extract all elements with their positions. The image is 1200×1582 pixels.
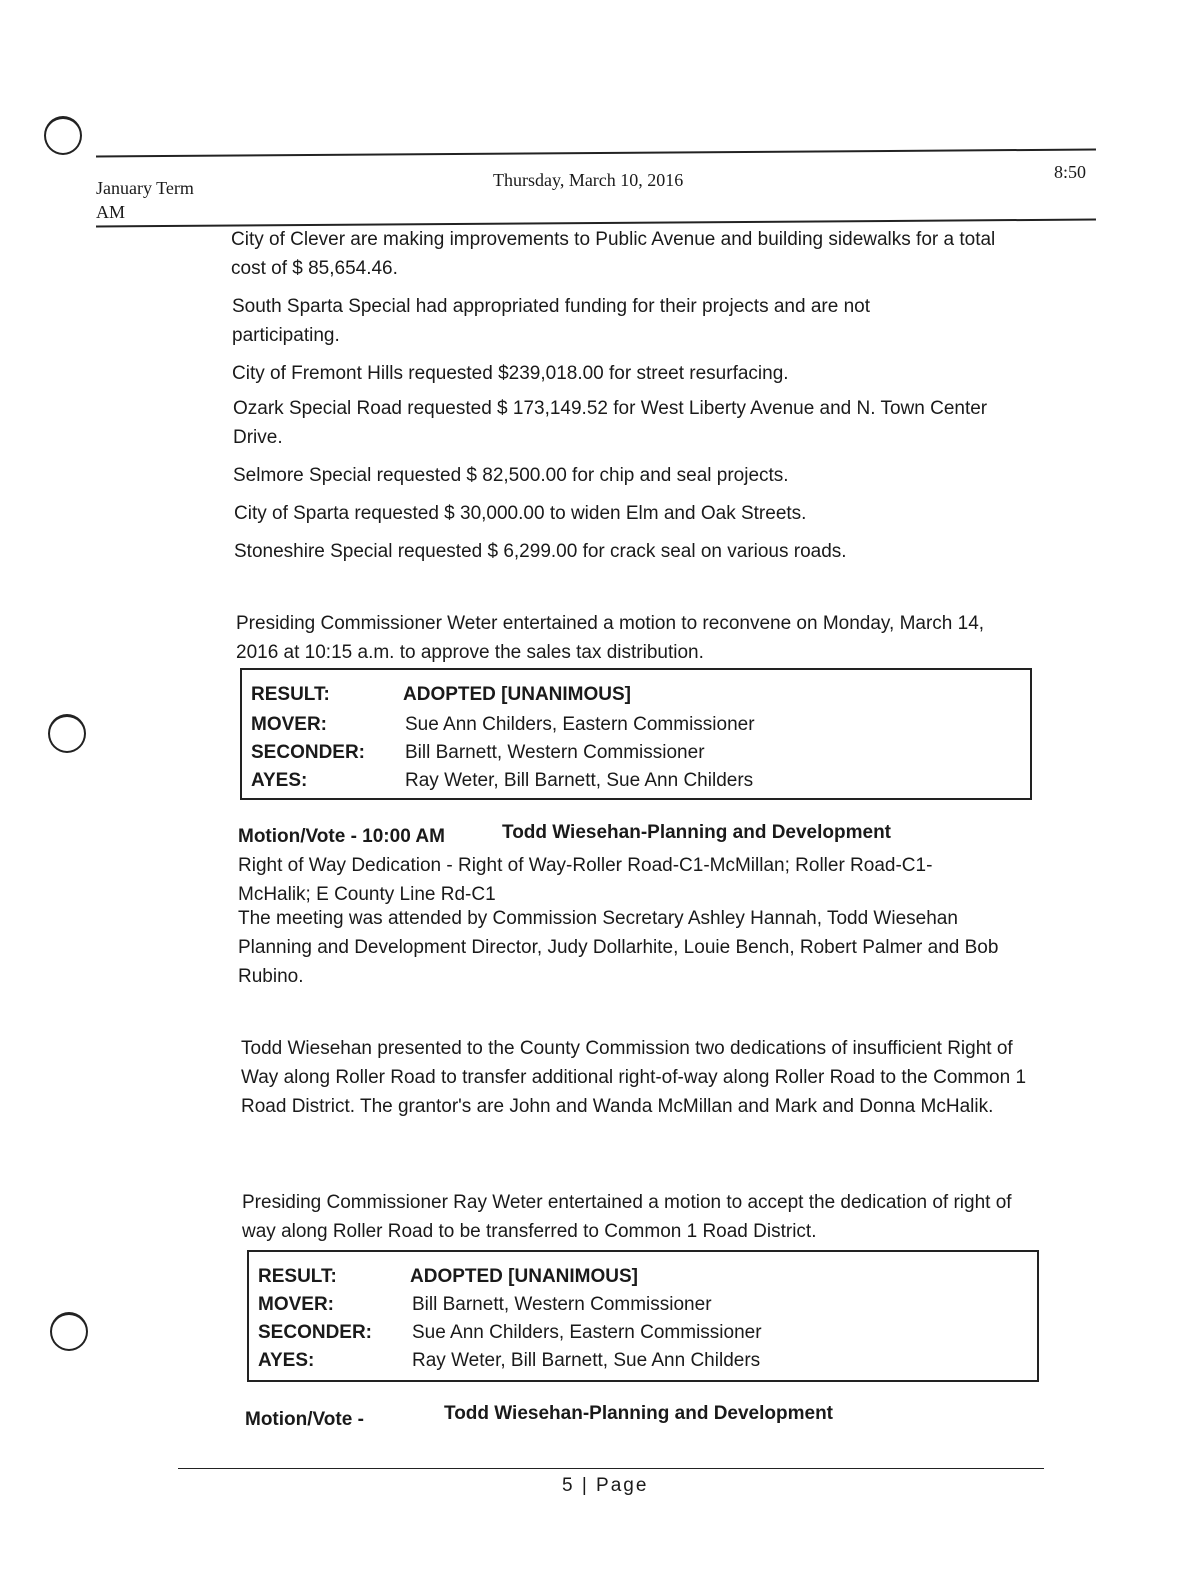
paragraph-fremont-hills: City of Fremont Hills requested $239,018.00 for street resurfacing.: [232, 363, 789, 384]
seconder-label: SECONDER:: [251, 742, 366, 763]
result-label: RESULT:: [251, 684, 330, 705]
vote-box-dedication: [247, 1250, 1039, 1382]
header-date: Thursday, March 10, 2016: [493, 170, 684, 190]
ayes-value: Ray Weter, Bill Barnett, Sue Ann Childers: [412, 1350, 761, 1371]
header-time: 8:50: [1054, 162, 1087, 182]
motion-vote-label: Motion/Vote -: [245, 1409, 364, 1430]
presenter-heading: Todd Wiesehan-Planning and Development: [502, 822, 892, 843]
punch-hole-top: [44, 116, 82, 155]
presentation-paragraph: Todd Wiesehan presented to the County Commission two dedications of insufficient Right of Way along Roller Road to transfer additional right-of-way along Roller Road to the Common 1 Road District. The grantor's are John and Wanda McMillan and Mark and Donna McHalik.: [241, 1038, 1027, 1117]
result-label: RESULT:: [258, 1266, 337, 1287]
seconder-value: Sue Ann Childers, Eastern Commissioner: [412, 1322, 762, 1343]
paragraph-stoneshire: Stoneshire Special requested $ 6,299.00 for crack seal on various roads.: [234, 541, 847, 562]
mover-label: MOVER:: [258, 1294, 334, 1315]
ayes-value: Ray Weter, Bill Barnett, Sue Ann Childers: [405, 770, 754, 791]
ayes-label: AYES:: [258, 1350, 315, 1371]
seconder-value: Bill Barnett, Western Commissioner: [405, 742, 705, 763]
result-value: ADOPTED [UNANIMOUS]: [410, 1266, 638, 1287]
paragraph-ozark: Ozark Special Road requested $ 173,149.52 for West Liberty Avenue and N. Town Center Drive.: [233, 398, 988, 448]
motion-dedication-text: Presiding Commissioner Ray Weter entertained a motion to accept the dedication of right of way along Roller Road to be transferred to Common 1 Road District.: [242, 1192, 1012, 1242]
paragraph-selmore: Selmore Special requested $ 82,500.00 for chip and seal projects.: [233, 465, 789, 486]
result-value: ADOPTED [UNANIMOUS]: [403, 684, 631, 705]
header-term: January Term: [96, 178, 194, 198]
presenter-heading-2: Todd Wiesehan-Planning and Development: [444, 1403, 834, 1424]
mover-label: MOVER:: [251, 714, 327, 735]
motion-reconvene-text: Presiding Commissioner Weter entertained a motion to reconvene on Monday, March 14, 2016 at 10:15 a.m. to approve the sales tax distribution.: [236, 613, 985, 663]
attendance-paragraph: The meeting was attended by Commission Secretary Ashley Hannah, Todd Wiesehan Planning and Development Director, Judy Dollarhite, Louie Bench, Robert Palmer and Bob Rubino.: [238, 908, 999, 987]
vote-box-reconvene: [240, 668, 1032, 800]
paragraph-clever: City of Clever are making improvements to Public Avenue and building sidewalks for a total cost of $ 85,654.46.: [231, 229, 996, 279]
right-of-way-description: Right of Way Dedication - Right of Way-Roller Road-C1-McMillan; Roller Road-C1-McHalik; E County Line Rd-C1: [238, 855, 933, 905]
paragraph-sparta: City of Sparta requested $ 30,000.00 to widen Elm and Oak Streets.: [234, 503, 807, 524]
mover-value: Sue Ann Childers, Eastern Commissioner: [405, 714, 755, 735]
paragraph-south-sparta: South Sparta Special had appropriated funding for their projects and are not participating.: [232, 296, 870, 346]
footer-rule: [178, 1468, 1044, 1469]
ayes-label: AYES:: [251, 770, 308, 791]
motion-vote-label-1000: Motion/Vote - 10:00 AM: [238, 826, 445, 847]
seconder-label: SECONDER:: [258, 1322, 373, 1343]
mover-value: Bill Barnett, Western Commissioner: [412, 1294, 712, 1315]
header-session: AM: [96, 202, 126, 222]
punch-hole-middle: [48, 714, 86, 753]
page-number: 5 | Page: [562, 1475, 649, 1496]
header-rule-top: [96, 149, 1096, 158]
punch-hole-bottom: [50, 1312, 88, 1351]
